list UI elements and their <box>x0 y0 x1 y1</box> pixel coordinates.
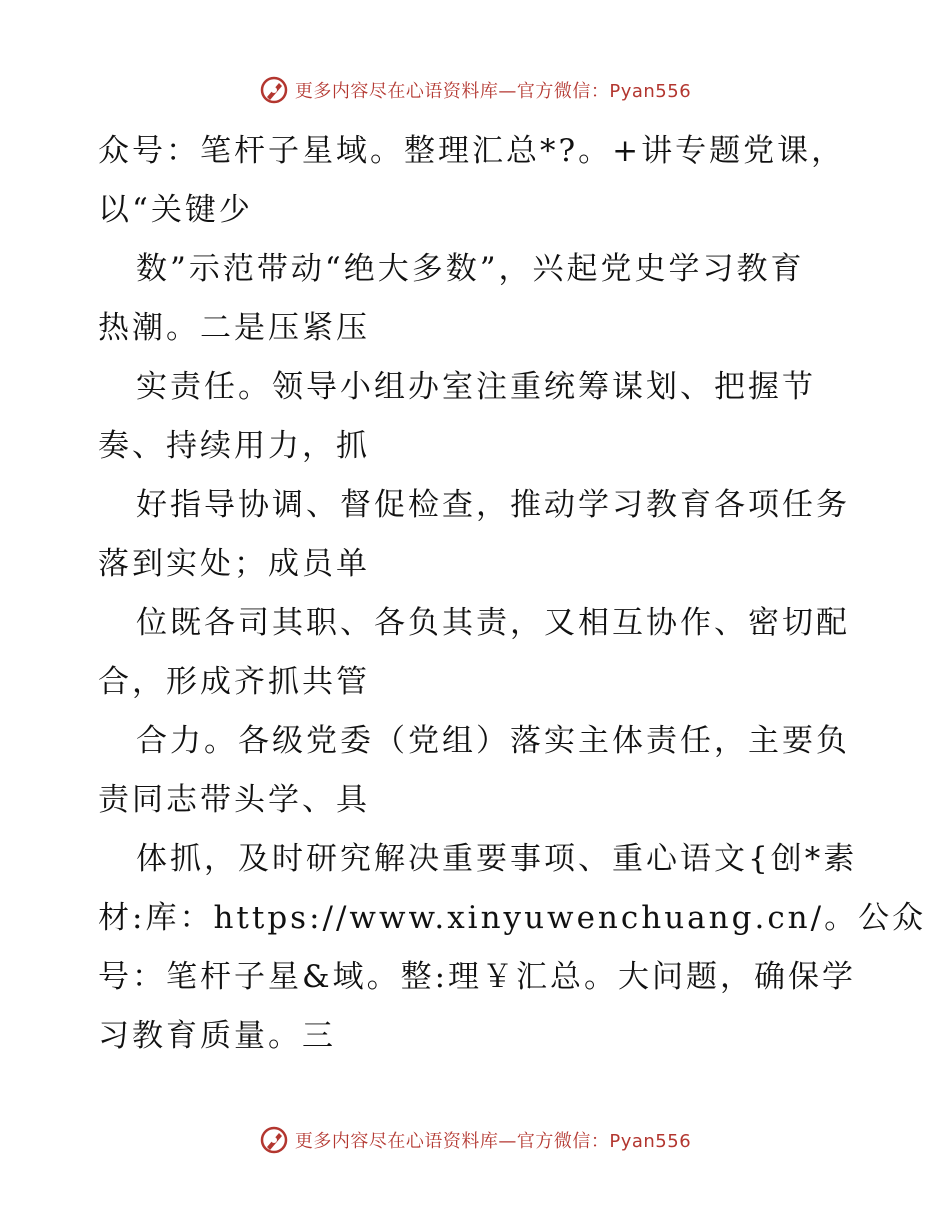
text-line: 习教育质量。三 <box>98 1018 336 1054</box>
document-body <box>98 122 927 1066</box>
text-line: 众号：笔杆子星域。整理汇总*?。+讲专题党课， <box>98 133 846 169</box>
footer-banner <box>0 1120 950 1160</box>
text-line: 材:库：https://www.xinyuwenchuang.cn/。公众 <box>98 900 927 936</box>
text-line: 奏、持续用力，抓 <box>98 428 370 464</box>
text-line: 数”示范带动“绝大多数”，兴起党史学习教育 <box>136 251 805 287</box>
header-banner-text: 更多内容尽在心语资料库—官方微信：Pyan556 <box>294 81 692 102</box>
text-line: 合力。各级党委（党组）落实主体责任，主要负 <box>136 723 850 759</box>
pen-circle-logo-icon <box>259 1125 289 1155</box>
header-banner <box>0 70 950 110</box>
pen-circle-logo-icon <box>259 75 289 105</box>
text-line: 以“关键少 <box>98 192 253 228</box>
text-line: 体抓，及时研究解决重要事项、重心语文{创*素 <box>136 841 858 877</box>
text-line: 实责任。领导小组办室注重统筹谋划、把握节 <box>136 369 816 405</box>
text-line: 热潮。二是压紧压 <box>98 310 370 346</box>
footer-banner-text: 更多内容尽在心语资料库—官方微信：Pyan556 <box>294 1131 692 1152</box>
text-line: 落到实处；成员单 <box>98 546 370 582</box>
text-line: 位既各司其职、各负其责，又相互协作、密切配 <box>136 605 850 641</box>
text-line: 好指导协调、督促检查，推动学习教育各项任务 <box>136 487 850 523</box>
text-line: 责同志带头学、具 <box>98 782 370 818</box>
text-line: 合，形成齐抓共管 <box>98 664 370 700</box>
text-line: 号：笔杆子星&域。整:理￥汇总。大问题，确保学 <box>98 959 857 995</box>
